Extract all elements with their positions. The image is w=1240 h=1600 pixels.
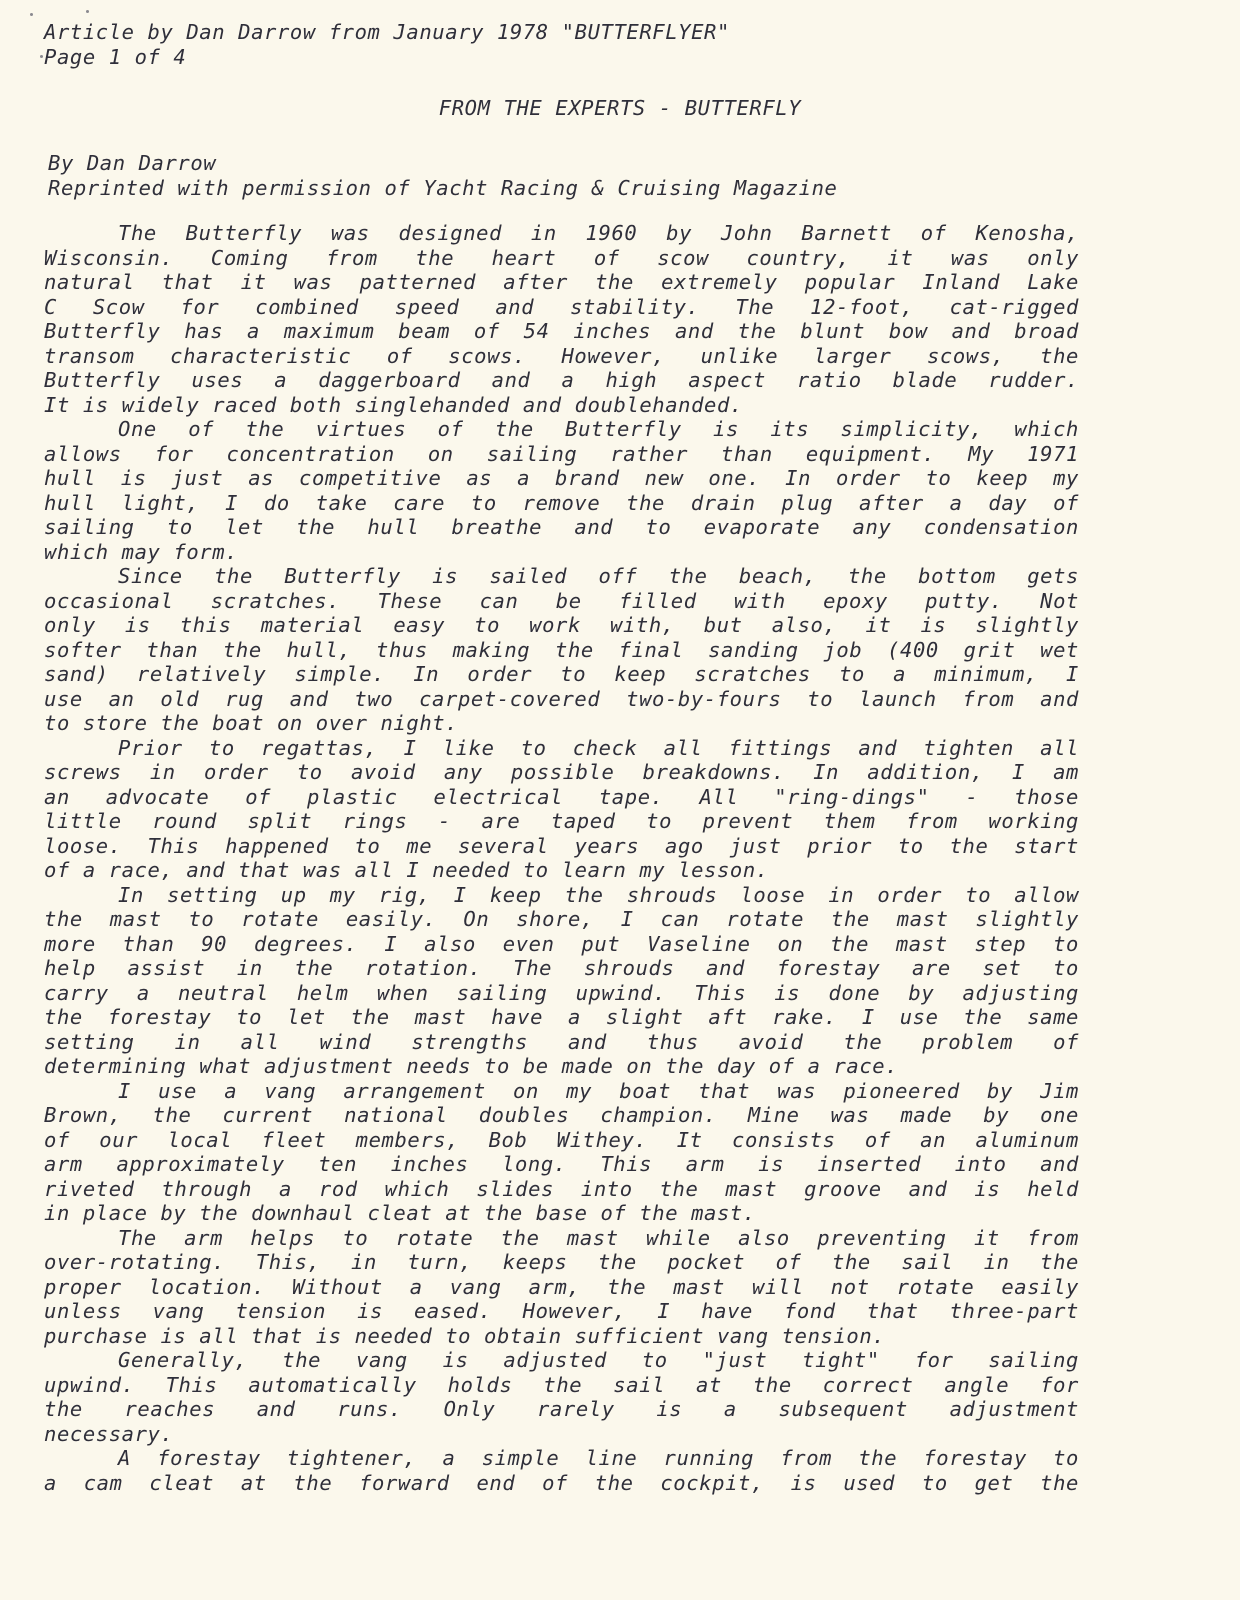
- paragraph-line: allows for concentration on sailing rather than equipment. My 1971: [44, 441, 1079, 466]
- paragraph-line: It is widely raced both singlehanded and doublehanded.: [44, 392, 743, 417]
- paragraph-line: Prior to regattas, I like to check all fittings and tighten all: [118, 735, 1079, 760]
- paragraph-line: help assist in the rotation. The shrouds and forestay are set to: [44, 956, 1079, 980]
- paragraph-line: softer than the hull, thus making the final sanding job (400 grit wet: [44, 637, 1079, 662]
- paragraph-line: in place by the downhaul cleat at the base of the mast.: [44, 1201, 756, 1225]
- paragraph-line: transom characteristic of scows. However, unlike larger scows, the: [44, 343, 1079, 368]
- paragraph-line: riveted through a rod which slides into the mast groove and is held: [44, 1176, 1079, 1201]
- reprint-notice: Reprinted with permission of Yacht Racing & Cruising Magazine: [48, 175, 838, 200]
- paragraph-line: of a race, and that was all I needed to learn my lesson.: [44, 858, 769, 882]
- page-number: Page 1 of 4: [44, 44, 187, 69]
- paragraph-line: the mast to rotate easily. On shore, I can rotate the mast slightly: [44, 907, 1079, 931]
- paragraph-line: the reaches and runs. Only rarely is a subsequent adjustment: [44, 1397, 1079, 1421]
- paragraph-line: necessary.: [44, 1421, 174, 1446]
- paragraph: [44, 564, 1079, 736]
- paragraph-line: a cam cleat at the forward end of the cockpit, is used to get the: [44, 1470, 1079, 1495]
- paragraph-line: setting in all wind strengths and thus avoid the problem of: [44, 1029, 1079, 1054]
- paragraph: [44, 221, 1079, 417]
- paragraph-line: In setting up my rig, I keep the shrouds loose in order to allow: [118, 882, 1079, 907]
- paragraph-line: upwind. This automatically holds the sail at the correct angle for: [44, 1372, 1079, 1397]
- paragraph-line: to store the boat on over night.: [44, 711, 459, 735]
- paragraph-line: hull is just as competitive as a brand new one. In order to keep my: [44, 466, 1079, 490]
- paragraph: [44, 883, 1079, 1079]
- document-header: [44, 20, 730, 69]
- paragraph-line: Generally, the vang is adjusted to "just tight" for sailing: [118, 1348, 1079, 1372]
- paragraph: [44, 417, 1079, 564]
- paragraph-line: screws in order to avoid any possible breakdowns. In addition, I am: [44, 760, 1079, 784]
- paragraph: [44, 1226, 1079, 1349]
- paragraph-line: The arm helps to rotate the mast while also preventing it from: [118, 1225, 1079, 1250]
- author-line: By Dan Darrow: [48, 151, 217, 175]
- paragraph-line: use an old rug and two carpet-covered two-by-fours to launch from and: [44, 686, 1079, 711]
- paragraph-line: occasional scratches. These can be filled with epoxy putty. Not: [44, 588, 1079, 613]
- paragraph-line: unless vang tension is eased. However, I have fond that three-part: [44, 1299, 1079, 1323]
- paragraph-line: The Butterfly was designed in 1960 by John Barnett of Kenosha,: [118, 221, 1079, 245]
- byline: [48, 151, 837, 200]
- paragraph-line: Butterfly uses a daggerboard and a high aspect ratio blade rudder.: [44, 368, 1079, 392]
- article-body: [44, 221, 1079, 1495]
- paragraph-line: loose. This happened to me several years ago just prior to the start: [44, 833, 1079, 858]
- paragraph-line: Since the Butterfly is sailed off the beach, the bottom gets: [118, 564, 1079, 588]
- paragraph: [44, 1446, 1079, 1495]
- paragraph-line: Wisconsin. Coming from the heart of scow country, it was only: [44, 245, 1079, 270]
- paragraph-line: little round split rings - are taped to prevent them from working: [44, 809, 1079, 833]
- paragraph-line: an advocate of plastic electrical tape. All "ring-dings" - those: [44, 784, 1079, 809]
- paragraph-line: natural that it was patterned after the extremely popular Inland Lake: [44, 270, 1079, 294]
- source-line: Article by Dan Darrow from January 1978 "BUTTERFLYER": [44, 20, 730, 44]
- paragraph-line: the forestay to let the mast have a slight aft rake. I use the same: [44, 1005, 1079, 1029]
- paragraph-line: sand) relatively simple. In order to keep scratches to a minimum, I: [44, 662, 1079, 686]
- article-title: FROM THE EXPERTS - BUTTERFLY: [438, 96, 802, 120]
- paragraph-line: Brown, the current national doubles champion. Mine was made by one: [44, 1103, 1079, 1127]
- paragraph-line: C Scow for combined speed and stability. The 12-foot, cat-rigged: [44, 294, 1079, 319]
- paragraph-line: hull light, I do take care to remove the drain plug after a day of: [44, 490, 1079, 515]
- paragraph-line: which may form.: [44, 539, 239, 564]
- paragraph: [44, 736, 1079, 883]
- paragraph-line: over-rotating. This, in turn, keeps the pocket of the sail in the: [44, 1250, 1079, 1274]
- paragraph-line: arm approximately ten inches long. This arm is inserted into and: [44, 1152, 1079, 1176]
- paragraph-line: proper location. Without a vang arm, the mast will not rotate easily: [44, 1274, 1079, 1299]
- paragraph-line: purchase is all that is needed to obtain sufficient vang tension.: [44, 1323, 886, 1348]
- paragraph-line: A forestay tightener, a simple line running from the forestay to: [118, 1446, 1079, 1470]
- paragraph-line: determining what adjustment needs to be made on the day of a race.: [44, 1054, 899, 1078]
- paragraph-line: only is this material easy to work with, but also, it is slightly: [44, 613, 1079, 637]
- paragraph-line: One of the virtues of the Butterfly is its simplicity, which: [118, 417, 1079, 441]
- paragraph: [44, 1348, 1079, 1446]
- paragraph-line: of our local fleet members, Bob Withey. It consists of an aluminum: [44, 1127, 1079, 1152]
- paragraph-line: carry a neutral helm when sailing upwind. This is done by adjusting: [44, 980, 1079, 1005]
- paragraph-line: more than 90 degrees. I also even put Vaseline on the mast step to: [44, 931, 1079, 956]
- paragraph-line: Butterfly has a maximum beam of 54 inches and the blunt bow and broad: [44, 319, 1079, 343]
- paper-speck: [86, 10, 89, 13]
- paragraph-line: I use a vang arrangement on my boat that was pioneered by Jim: [118, 1078, 1079, 1103]
- paragraph-line: sailing to let the hull breathe and to evaporate any condensation: [44, 515, 1079, 539]
- paragraph: [44, 1079, 1079, 1226]
- paper-speck: [40, 55, 43, 58]
- paper-speck: [30, 13, 33, 16]
